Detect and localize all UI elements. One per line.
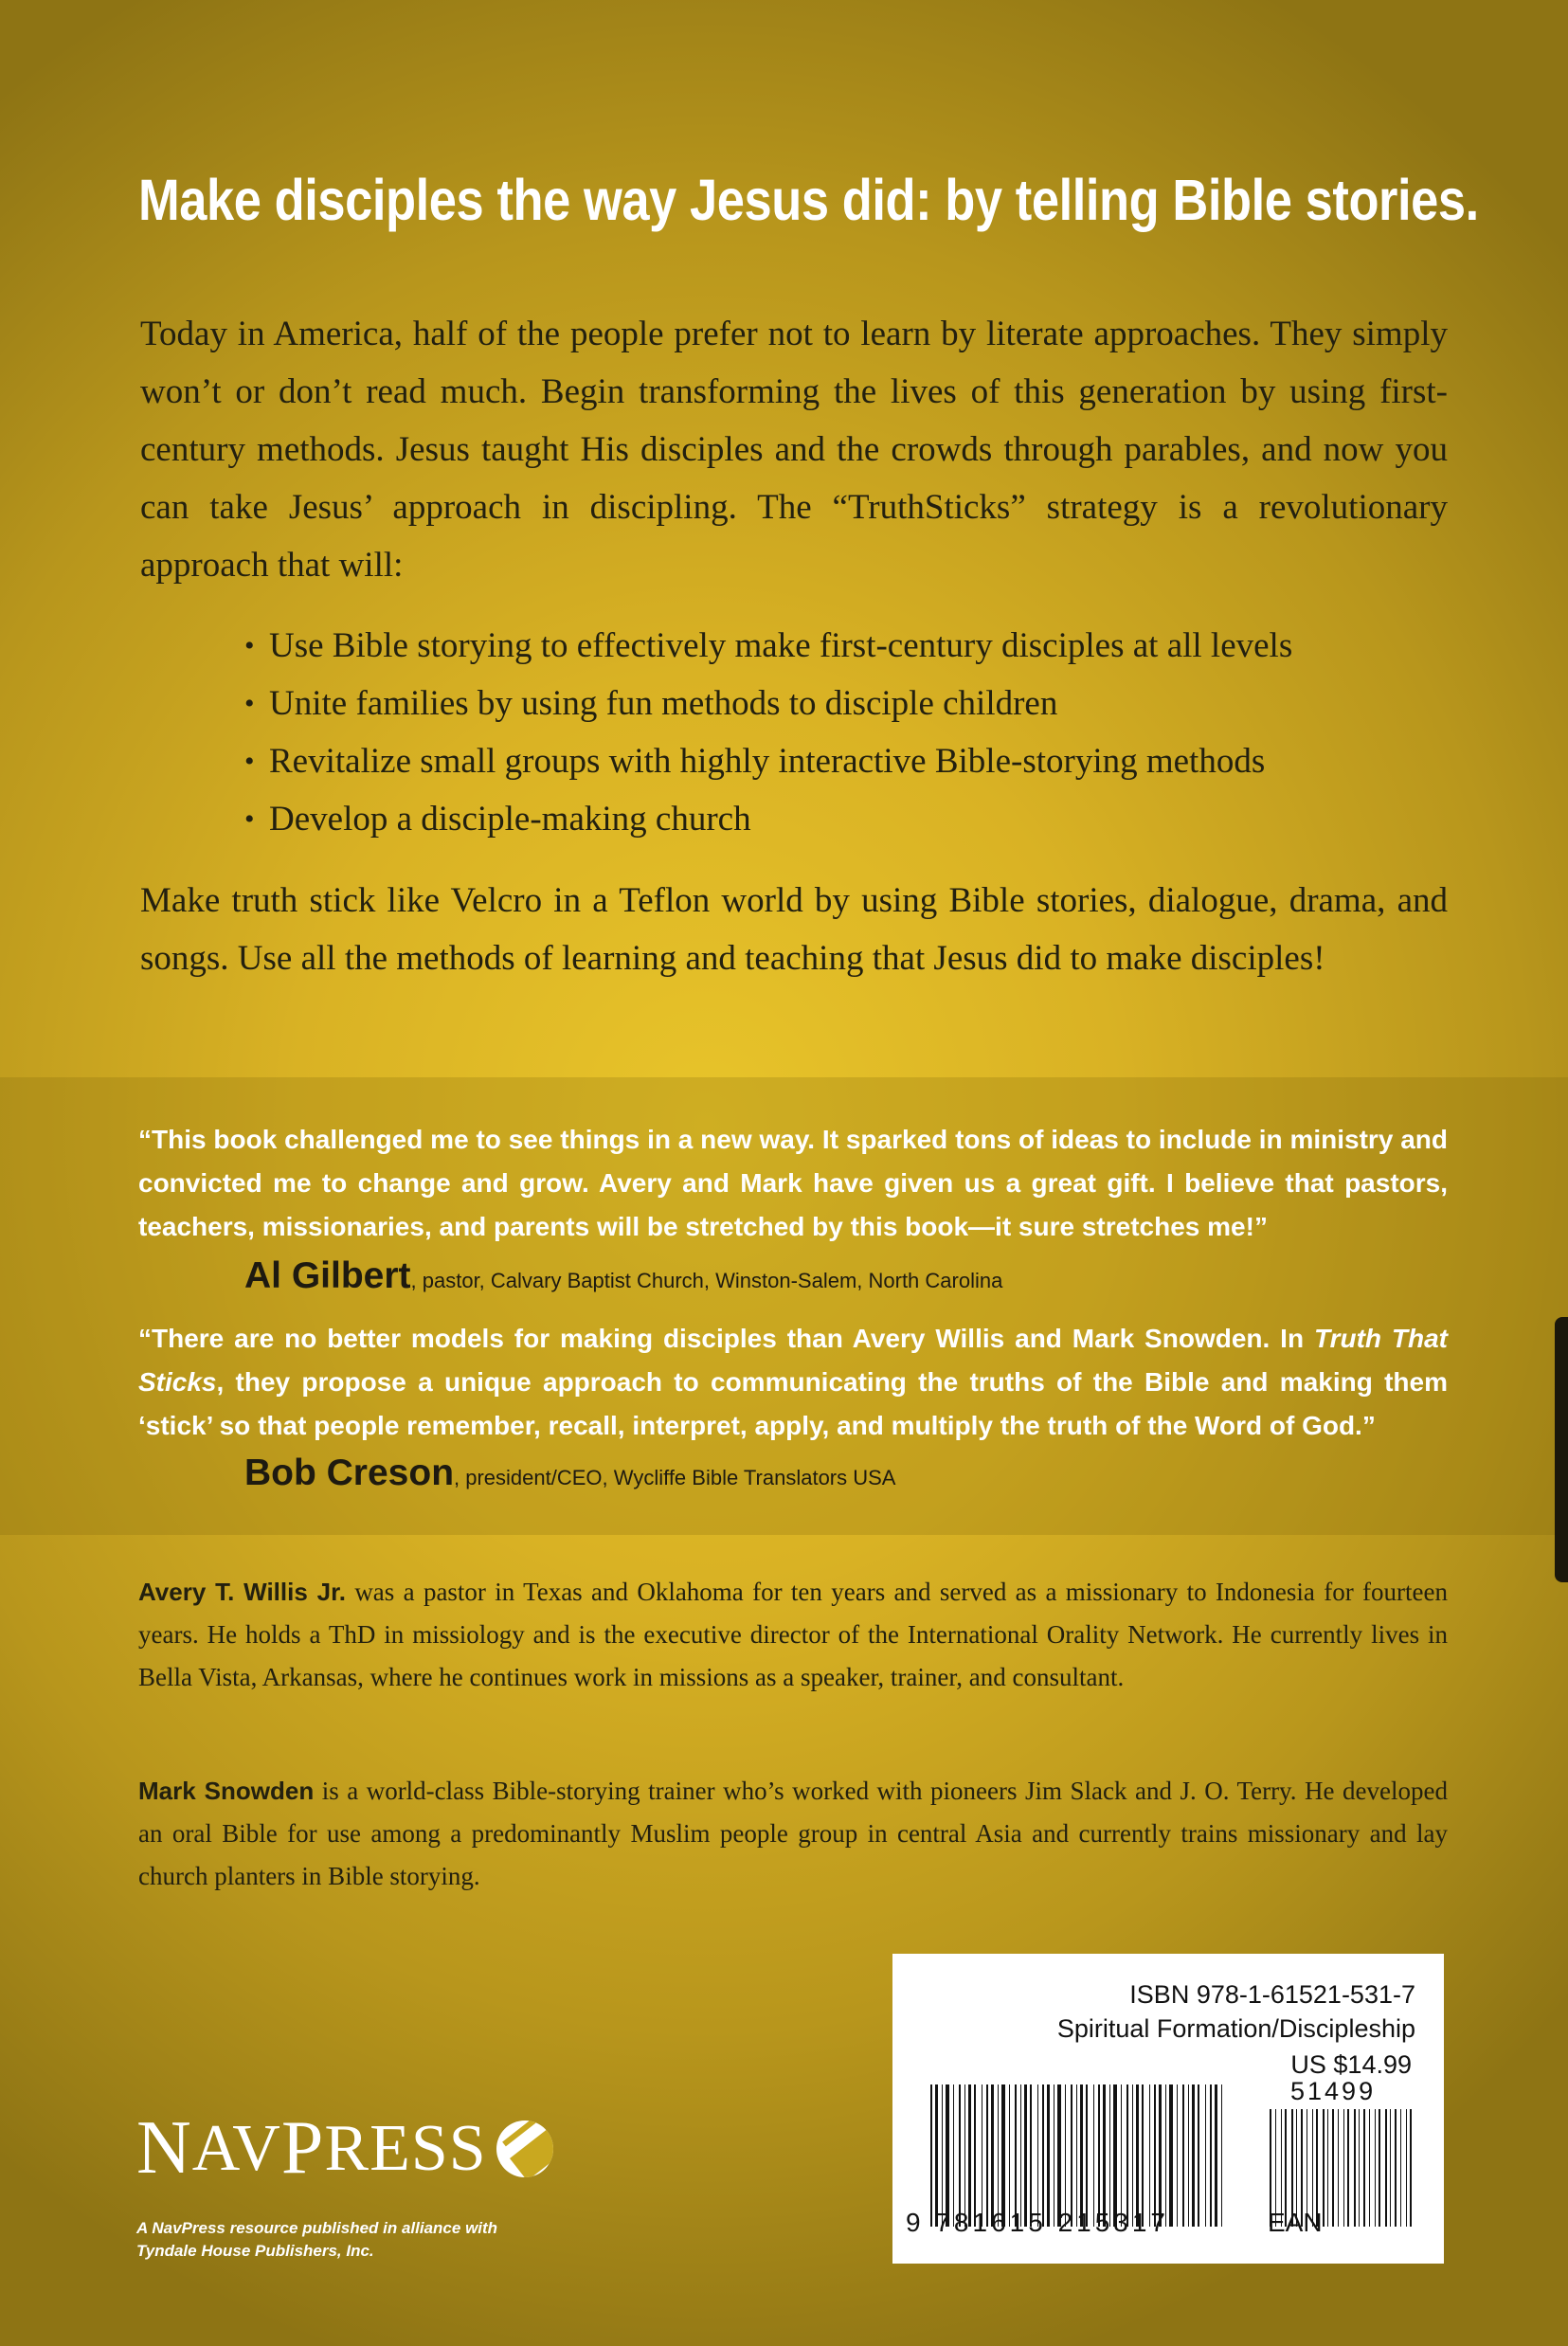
benefit-item	[241, 790, 1453, 848]
endorsement-quote-1: “This book challenged me to see things in a new way. It sparked tons of ideas to include in ministry and convicted me to change and grow. Avery and Mark have given us a great gift. I believe that pastors, teachers, missionaries, and parents will be stretched by this book—it sure stretches me!”	[138, 1125, 1448, 1241]
addon-number: 51499	[1290, 2077, 1377, 2105]
intro-paragraph: Today in America, half of the people prefer not to learn by literate approaches. They simply won’t or don’t read much. Begin transforming the lives of this generation by using first-century methods. Jesus taught His disciples and the crowds through parables, and now you can take Jesus’ approach in discipling. The “TruthSticks” strategy is a revolutionary approach that will:	[140, 315, 1448, 585]
logo-letters: RESS	[324, 2111, 487, 2185]
quote-text: , they propose a unique approach to communicating the truths of the Bible and making them ‘stick’ so that people remember, recall, interpret, apply, and multiply the truth of the Word of God.”	[138, 1367, 1448, 1440]
barcode-panel	[892, 1954, 1444, 2264]
benefits-list	[241, 617, 1453, 848]
benefit-item	[241, 732, 1453, 790]
benefit-text: Unite families by using fun methods to disciple children	[269, 684, 1058, 723]
closing-paragraph: Make truth stick like Velcro in a Teflon world by using Bible stories, dialogue, drama, and songs. Use all the methods of learning and teaching that Jesus did to make disciples!	[140, 881, 1448, 978]
isbn-label: ISBN 978-1-61521-531-7	[1129, 1980, 1415, 2009]
headline: Make disciples the way Jesus did: by telling Bible stories.	[138, 168, 1479, 232]
bio-text: is a world-class Bible-storying trainer who’s worked with pioneers Jim Slack and J. O. Terry. He developed an oral Bible for use among a predominantly Muslim people group in central Asia and currently trains missionary and lay church planters in Bible storying.	[138, 1777, 1448, 1890]
endorser-name: Al Gilbert	[244, 1255, 411, 1296]
navpress-compass-icon	[496, 2120, 553, 2177]
benefit-item	[241, 675, 1453, 732]
price-label: US $14.99	[1290, 2050, 1412, 2079]
bullet-icon: •	[244, 803, 255, 835]
logo-letter: P	[280, 2106, 325, 2190]
benefit-text: Use Bible storying to effectively make first-century disciples at all levels	[269, 626, 1293, 665]
navpress-logo	[136, 2105, 553, 2192]
author-name: Mark Snowden	[138, 1777, 315, 1805]
ean-number: 9 781615 215317	[906, 2208, 1169, 2237]
bullet-icon: •	[244, 746, 255, 777]
bullet-icon: •	[244, 688, 255, 719]
benefit-text: Revitalize small groups with highly interactive Bible-storying methods	[269, 742, 1266, 781]
ean-barcode-icon	[930, 2084, 1222, 2227]
logo-letters: AV	[191, 2111, 281, 2185]
endorsement-attribution-2	[244, 1453, 895, 1494]
endorsement-attribution-1	[244, 1255, 1002, 1297]
endorser-role: , president/CEO, Wycliffe Bible Translators USA	[454, 1466, 896, 1489]
bio-text: was a pastor in Texas and Oklahoma for ten years and served as a missionary to Indonesia for fourteen years. He holds a ThD in missiology and is the executive director of the International Orality Network. He currently lives in Bella Vista, Arkansas, where he continues work in missions as a speaker, trainer, and consultant.	[138, 1578, 1448, 1691]
book-title: Truth That Sticks	[138, 1324, 1448, 1397]
quote-text: “There are no better models for making disciples than Avery Willis and Mark Snowden. In	[138, 1324, 1314, 1353]
endorsement-quote-2	[138, 1317, 1448, 1448]
bullet-icon: •	[244, 630, 255, 661]
category-label: Spiritual Formation/Discipleship	[1056, 2014, 1415, 2043]
benefit-text: Develop a disciple-making church	[269, 800, 751, 839]
logo-letter: N	[136, 2106, 192, 2190]
author-bio-1	[138, 1571, 1448, 1699]
author-name: Avery T. Willis Jr.	[138, 1578, 346, 1606]
publisher-note: A NavPress resource published in alliance with Tyndale House Publishers, Inc.	[136, 2219, 498, 2260]
benefit-item	[241, 617, 1453, 675]
author-bio-2	[138, 1770, 1448, 1898]
endorser-role: , pastor, Calvary Baptist Church, Winston-Salem, North Carolina	[410, 1269, 1003, 1292]
ean-label: EAN	[1268, 2208, 1323, 2237]
endorser-name: Bob Creson	[244, 1453, 455, 1493]
book-spine-edge	[1555, 1317, 1568, 1582]
